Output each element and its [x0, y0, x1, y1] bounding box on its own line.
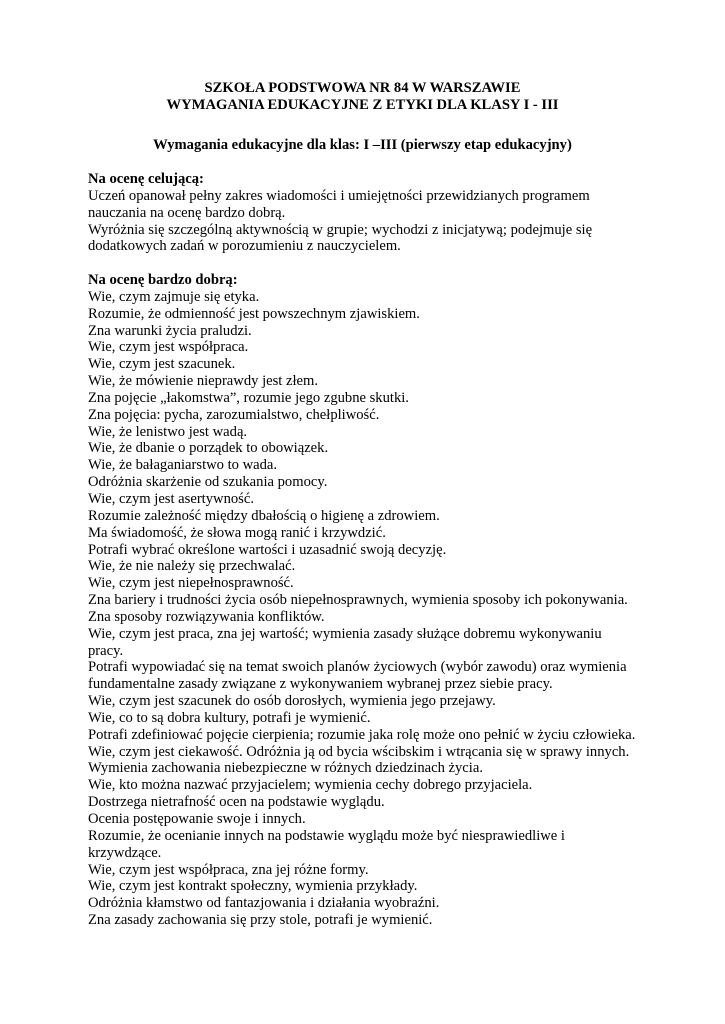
school-name-heading: SZKOŁA PODSTWOWA NR 84 W WARSZAWIE	[204, 80, 521, 96]
requirement-line: Wie, czym jest praca, zna jej wartość; wymienia zasady służące dobremu wykonywaniu	[88, 625, 602, 642]
requirement-line: Zna pojęcia: pycha, zarozumialstwo, chełpliwość.	[88, 406, 380, 423]
requirement-line: nauczania na ocenę bardzo dobrą.	[88, 204, 286, 221]
section-title: Na ocenę celującą:	[88, 171, 204, 187]
requirement-line: Zna bariery i trudności życia osób niepełnosprawnych, wymienia sposoby ich pokonywania.	[88, 592, 628, 609]
section-bardzo-dobra	[88, 272, 648, 929]
requirement-line: Wie, że nie należy się przechwalać.	[88, 558, 296, 575]
requirement-line: dodatkowych zadań w porozumieniu z nauczycielem.	[88, 238, 401, 255]
requirement-line: Potrafi wypowiadać się na temat swoich planów życiowych (wybór zawodu) oraz wymienia	[88, 659, 627, 676]
requirement-line: Wie, czym jest współpraca.	[88, 339, 249, 356]
requirement-line: krzywdzące.	[88, 844, 162, 861]
requirement-line: Wie, że dbanie o porządek to obowiązek.	[88, 440, 329, 457]
requirement-line: Zna sposoby rozwiązywania konfliktów.	[88, 608, 325, 625]
requirement-line: Wie, że bałaganiarstwo to wada.	[88, 457, 278, 474]
requirement-line: Wyróżnia się szczególną aktywnością w grupie; wychodzi z inicjatywą; podejmuje się	[88, 221, 593, 238]
requirement-line: Odróżnia kłamstwo od fantazjowania i działania wyobraźni.	[88, 895, 440, 912]
requirement-line: Rozumie zależność między dbałością o higienę a zdrowiem.	[88, 507, 440, 524]
requirement-line: Wie, czym jest niepełnosprawność.	[88, 575, 294, 592]
requirement-line: Uczeń opanował pełny zakres wiadomości i umiejętności przewidzianych programem	[88, 187, 590, 204]
requirement-line: Wie, czym jest szacunek do osób dorosłych, wymienia jego przejawy.	[88, 693, 496, 710]
requirement-line: Zna zasady zachowania się przy stole, potrafi je wymienić.	[88, 912, 433, 929]
requirement-line: Zna warunki życia praludzi.	[88, 322, 252, 339]
requirement-line: pracy.	[88, 642, 124, 659]
requirement-line: fundamentalne zasady związane z wykonywaniem wybranej przez siebie pracy.	[88, 676, 553, 693]
requirement-line: Potrafi zdefiniować pojęcie cierpienia; rozumie jaka rolę może ono pełnić w życiu człowieka.	[88, 726, 636, 743]
requirement-line: Zna pojęcie „łakomstwa”, rozumie jego zgubne skutki.	[88, 389, 409, 406]
requirement-line: Ocenia postępowanie swoje i innych.	[88, 811, 306, 827]
document-title-heading: WYMAGANIA EDUKACYJNE Z ETYKI DLA KLASY I - III	[166, 97, 559, 113]
requirement-line: Wie, czym jest szacunek.	[88, 356, 236, 373]
section-celujaca	[88, 171, 648, 255]
section-title: Na ocenę bardzo dobrą:	[88, 272, 238, 288]
requirement-line: Wie, co to są dobra kultury, potrafi je wymienić.	[88, 709, 371, 726]
requirement-line: Wie, kto można nazwać przyjacielem; wymienia cechy dobrego przyjaciela.	[88, 777, 533, 794]
requirement-line: Wie, że lenistwo jest wadą.	[88, 423, 248, 440]
requirement-line: Wie, czym jest ciekawość. Odróżnia ją od bycia wścibskim i wtrącania się w sprawy innych.	[88, 743, 630, 760]
requirement-line: Wie, czym jest kontrakt społeczny, wymienia przykłady.	[88, 878, 418, 895]
requirement-line: Dostrzega nietrafność ocen na podstawie wyglądu.	[88, 794, 385, 811]
requirement-line: Wie, czym zajmuje się etyka.	[88, 288, 260, 305]
requirement-line: Odróżnia skarżenie od szukania pomocy.	[88, 474, 328, 491]
requirement-line: Potrafi wybrać określone wartości i uzasadnić swoją decyzję.	[88, 541, 447, 558]
requirement-line: Wie, że mówienie nieprawdy jest złem.	[88, 373, 318, 390]
requirement-line: Wie, czym jest asertywność.	[88, 490, 254, 507]
requirement-line: Rozumie, że ocenianie innych na podstawie wyglądu może być niesprawiedliwe i	[88, 827, 565, 844]
requirement-line: Wymienia zachowania niebezpieczne w różnych dziedzinach życia.	[88, 760, 483, 777]
requirement-line: Rozumie, że odmienność jest powszechnym zjawiskiem.	[88, 305, 420, 322]
document-subtitle: Wymagania edukacyjne dla klas: I –III (pierwszy etap edukacyjny)	[153, 137, 572, 153]
requirement-line: Ma świadomość, że słowa mogą ranić i krzywdzić.	[88, 524, 386, 541]
requirement-line: Wie, czym jest współpraca, zna jej różne formy.	[88, 861, 369, 878]
